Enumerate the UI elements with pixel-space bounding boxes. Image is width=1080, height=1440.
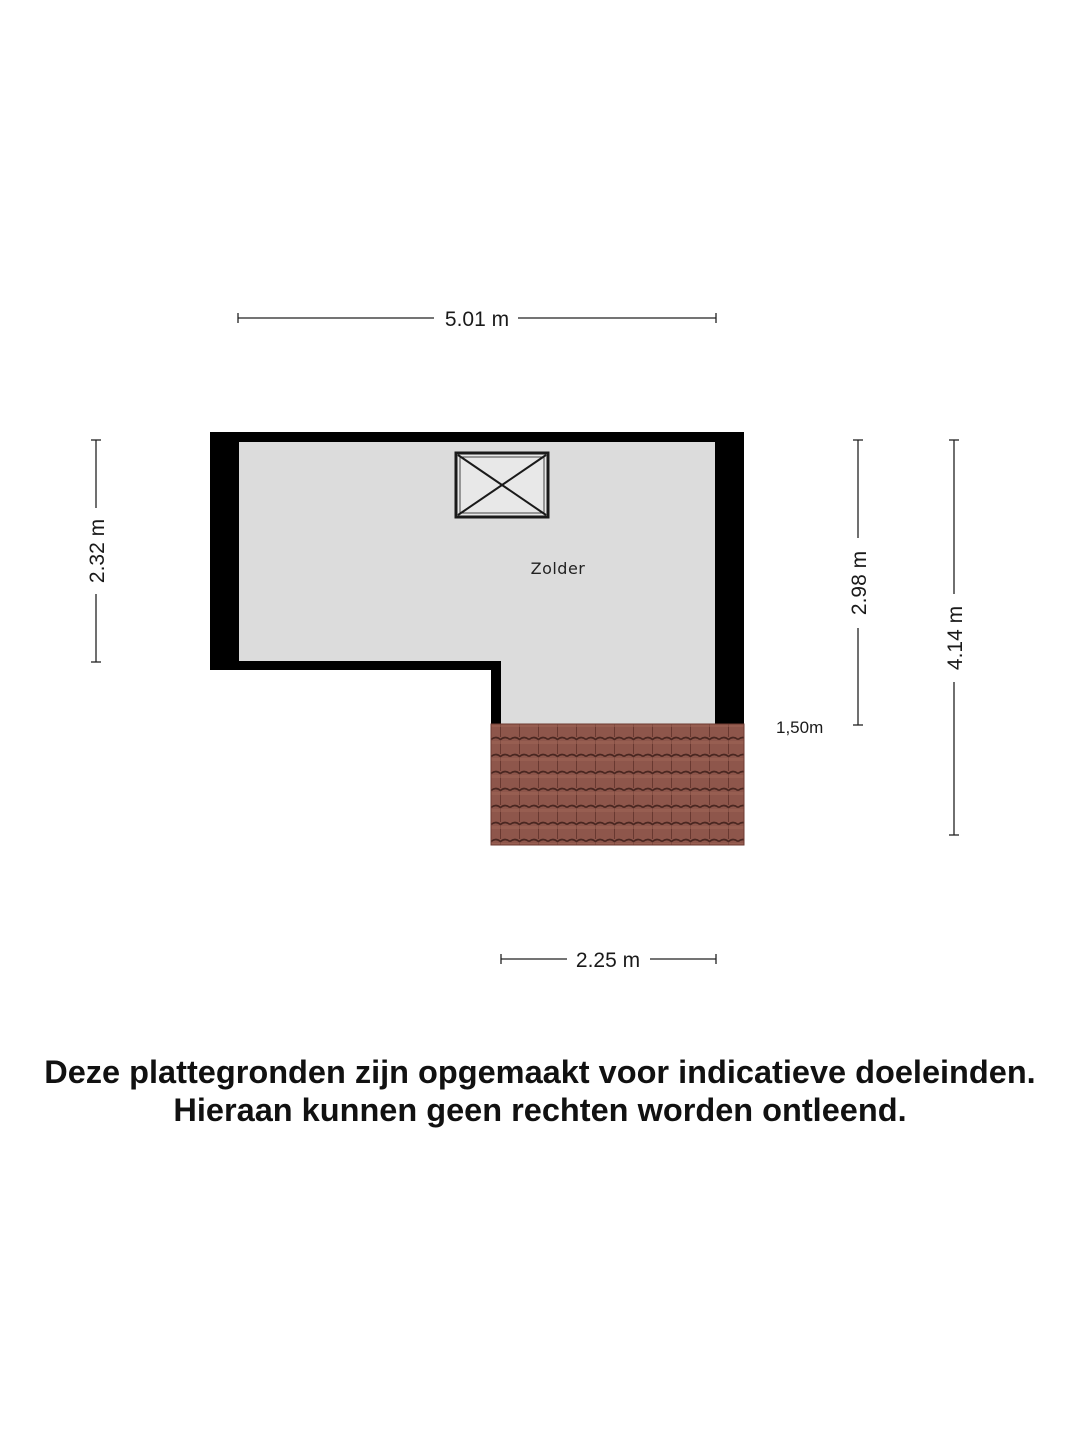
disclaimer-line-1: Deze plattegronden zijn opgemaakt voor indicatieve doeleinden. (44, 1054, 1036, 1090)
dimension-left-height-label: 2.32 m (86, 518, 109, 584)
room-label: Zolder (530, 559, 586, 578)
dimension-bottom-width-label: 2.25 m (575, 949, 641, 972)
roof-tiles (491, 724, 744, 845)
dimension-top-width-label: 5.01 m (444, 308, 510, 331)
skylight-icon (456, 453, 548, 517)
dimension-right-inner-height (848, 440, 871, 725)
dimension-right-total-height (944, 440, 967, 835)
dimension-bottom-width (501, 949, 716, 972)
dimension-right-inner-height-label: 2.98 m (848, 550, 871, 616)
dimension-top-width (238, 308, 716, 331)
dimension-right-total-height-label: 4.14 m (944, 605, 967, 671)
dimension-left-height (86, 440, 109, 662)
roof-height-label: 1,50m (776, 718, 824, 737)
disclaimer-line-2: Hieraan kunnen geen rechten worden ontleend. (173, 1092, 907, 1128)
